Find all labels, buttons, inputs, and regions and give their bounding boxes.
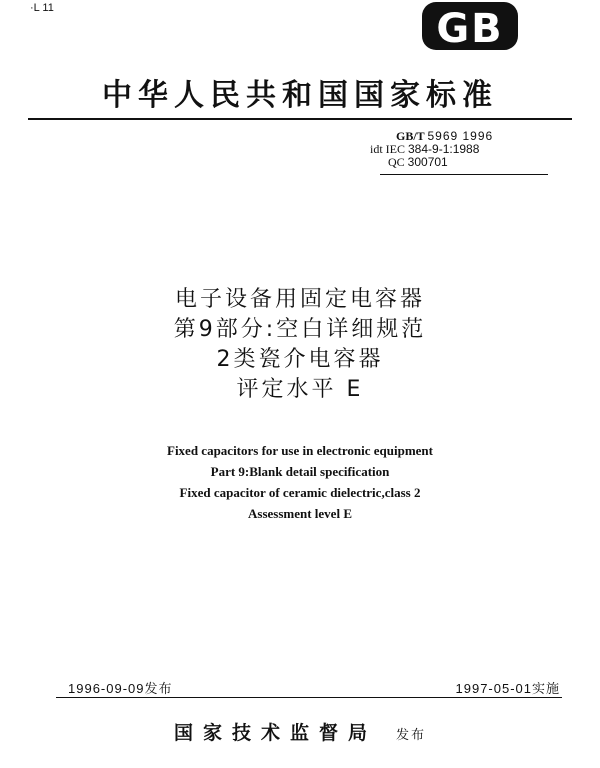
chinese-title-line: 第9部分:空白详细规范 — [173, 317, 427, 342]
chinese-title-line: 评定水平 E — [236, 377, 364, 402]
qc-prefix: QC — [388, 155, 405, 169]
issuer-suffix: 发布 — [396, 728, 427, 743]
standard-number-prefix: GB/T — [396, 129, 425, 143]
issuer-line — [0, 718, 600, 745]
idt-prefix: idt IEC — [370, 142, 405, 156]
issuer-name: 国家技术监督局 — [173, 722, 377, 744]
gb-logo-text: GB — [436, 6, 504, 52]
english-title-line: Fixed capacitor of ceramic dielectric,class 2 — [179, 485, 421, 500]
standard-number-value: 5969 1996 — [427, 129, 494, 143]
chinese-title-line: 电子设备用固定电容器 — [174, 287, 425, 312]
qc-number: 300701 — [407, 155, 448, 169]
bottom-rule — [56, 697, 562, 698]
standard-number-rule — [380, 174, 548, 175]
qc-reference — [370, 156, 570, 169]
issue-date: 1996-09-09发布 — [68, 681, 173, 696]
implementation-date: 1997-05-01实施 — [455, 681, 560, 696]
idt-number: 384-9-1:1988 — [408, 142, 480, 156]
standard-number-block — [370, 130, 570, 169]
national-standard-title: 中华人民共和国国家标准 — [102, 78, 498, 113]
page-mark: ·L 11 — [30, 2, 54, 14]
chinese-title-line: 2类瓷介电容器 — [216, 347, 384, 372]
english-title — [0, 440, 600, 524]
english-title-line: Part 9:Blank detail specification — [210, 464, 390, 479]
gb-logo — [420, 0, 520, 52]
chinese-title — [0, 285, 600, 405]
top-rule — [28, 118, 572, 120]
english-title-line: Assessment level E — [248, 506, 352, 521]
english-title-line: Fixed capacitors for use in electronic equipment — [167, 443, 433, 458]
